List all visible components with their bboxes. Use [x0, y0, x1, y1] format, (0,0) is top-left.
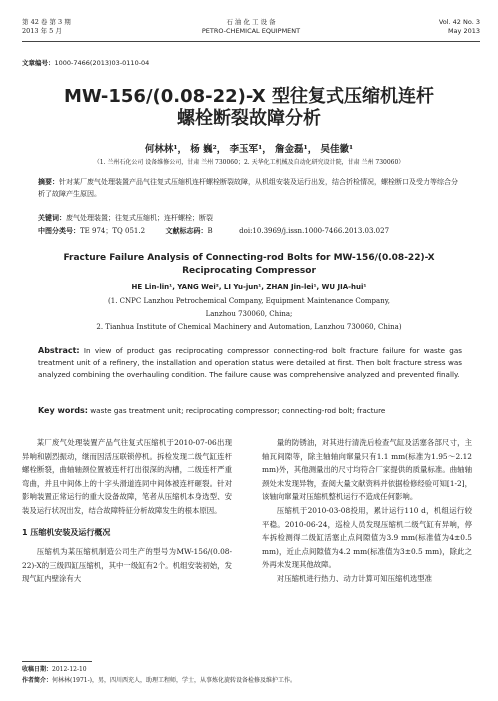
keywords-en-label: Key words:: [38, 406, 89, 415]
document-number: [22, 58, 149, 67]
affiliation-en-line1: (1. CNPC Lanzhou Petrochemical Company, Equipment Maintenance Company,: [108, 297, 390, 305]
body-right-column: [262, 436, 472, 586]
received-value: 2012-12-10: [52, 666, 87, 673]
abstract-en-label: Abstract:: [38, 346, 80, 355]
affiliation-en-line3: 2. Tianhua Institute of Chemical Machinery and Automation, Lanzhou 730060, China): [96, 323, 402, 331]
abstract-cn-text: 针对某厂废气处理装置产品气往复式压缩机连杆螺栓断裂故障，从机组安装及运行出发，结合折检情况，螺栓断口及受力等综合分析了故障产生原因。: [38, 178, 458, 198]
abstract-en: [38, 345, 462, 382]
document-number-value: 1000-7466(2013)03-0110-04: [54, 59, 150, 67]
body-paragraph: 某厂废气处理装置产品气往复式压缩机于2010-07-06出现异响和剧烈振动，继而因活压联锁停机。拆检发现二级气缸连杆螺栓断裂，曲轴轴颈位置被连杆打出很深的沟槽，二级连杆严重弯曲，并且中间体上的十字头滑道连同中间体被连杆砸裂。针对影响装置正常运行的重大设备故障，笔者从压缩机本身选型、安装及运行状况出发，结合故障特征分析故障发生的根本原因。: [22, 438, 232, 515]
title-cn-line2: 螺栓断裂故障分析: [177, 108, 321, 129]
keywords-cn-label: 关键词：: [38, 214, 66, 222]
journal-name-en: PETRO-CHEMICAL EQUIPMENT: [201, 27, 301, 35]
title-en-line1: Fracture Failure Analysis of Connecting-rod Bolts for MW-156/(0.08-22)-X: [63, 253, 435, 263]
author-bio-label: 作者简介：: [22, 677, 53, 684]
keywords-cn: [38, 212, 462, 224]
journal-name: [22, 18, 480, 36]
author-bio: [22, 676, 296, 685]
abstract-en-text: In view of product gas reciprocating compressor connecting-rod bolt fracture failure for waste gas treatment unit of a refinery, the installation and operation status were detailed at first. Then bolt fracture stress was analyzed combining the overhauling condition. The failure cause was comprehensive analyzed and prevented finally.: [38, 346, 462, 380]
clc-value: TE 974；TQ 051.2: [80, 227, 146, 235]
page-header: [22, 18, 480, 42]
section-heading: 1 压缩机安装及运行概况: [22, 527, 111, 537]
doi[interactable]: doi:10.3969/j.issn.1000-7466.2013.03.027: [239, 227, 390, 235]
issue-date: 2013 年 5 月: [22, 27, 62, 35]
clc-label: 中图分类号：: [38, 227, 80, 235]
title-en-line2: Reciprocating Compressor: [182, 266, 316, 276]
keywords-en: [38, 405, 462, 417]
journal-name-cn: 石 油 化 工 设 备: [226, 18, 276, 26]
issue-info-en: [439, 18, 480, 36]
affiliation-cn: （1. 兰州石化公司 设备维修公司，甘肃 兰州 730060；2. 天华化工机械及自动化研究设计院，甘肃 兰州 730060）: [93, 159, 405, 166]
issue-volume-en: Vol. 42 No. 3: [438, 18, 480, 26]
abstract-cn-label: 摘要：: [38, 178, 59, 186]
title-cn-line1: MW-156/(0.08-22)-X 型往复式压缩机连杆: [63, 86, 435, 107]
body-paragraph: 对压缩机进行热力、动力计算可知压缩机选型准: [276, 573, 433, 583]
issue-date-en: May 2013: [447, 27, 480, 35]
abstract-cn: [38, 176, 462, 200]
author-bio-value: 何林林(1971-)，男，四川西充人，助理工程师，学士，从事炼化旋转设备检修及维护工作。: [52, 677, 296, 684]
body-left-column: [22, 436, 232, 586]
body-paragraph: 量的防锈油，对其进行清洗后检查气缸及活塞各部尺寸，主轴瓦间隙等，除主轴轴向窜量只有1.1 mm(标准为1.95～2.12 mm)外，其他测量出的尺寸均符合厂家提供的质量标准。曲轴轴颈处未发现异物，查阅大量文献资料并依据检修经验可知[1-2]，该轴向窜量对压缩机整机运行不造成任何影响。: [262, 438, 472, 502]
received-label: 收稿日期：: [22, 666, 53, 673]
authors-en: HE Lin-lin¹, YANG Wei², LI Yu-jun¹, ZHAN Jin-lei¹, WU JIA-hui¹: [131, 283, 367, 291]
body-paragraph: 压缩机于2010-03-08投用，累计运行110 d，机组运行较平稳。2010-06-24，巡检人员发现压缩机二级气缸有异响，停车拆检测得二级缸活塞止点间隙值为3.9 mm(标准值为4±0.5 mm)，近止点间隙值为4.2 mm(标准值为3±0.5 mm)，除此之外再未发现其他故障。: [262, 505, 472, 570]
footnote-divider: [22, 661, 92, 662]
keywords-en-text: waste gas treatment unit; reciprocating compressor; connecting-rod bolt; fracture: [88, 406, 386, 415]
received-date: [22, 665, 87, 674]
document-number-label: 文章编号：: [22, 59, 55, 67]
affiliation-en-line2: Lanzhou 730060, China;: [205, 310, 293, 318]
doc-code-value: B: [207, 227, 213, 235]
authors-cn: 何林林¹， 杨 巍²， 李玉军¹， 詹金磊¹， 吴佳徽¹: [144, 144, 354, 155]
body-paragraph: 压缩机为某压缩机制造公司生产的型号为MW-156/(0.08-22)-X的三级四缸压缩机，其中一级缸有2个。机组安装初始，发现气缸内壁涂有大: [22, 547, 232, 584]
keywords-cn-text: 废气处理装置；往复式压缩机；连杆螺栓；断裂: [66, 214, 213, 222]
doc-code-label: 文献标志码：: [165, 227, 208, 235]
classification-line: [38, 225, 462, 237]
issue-volume: 第 42 卷 第 3 期: [22, 18, 71, 26]
